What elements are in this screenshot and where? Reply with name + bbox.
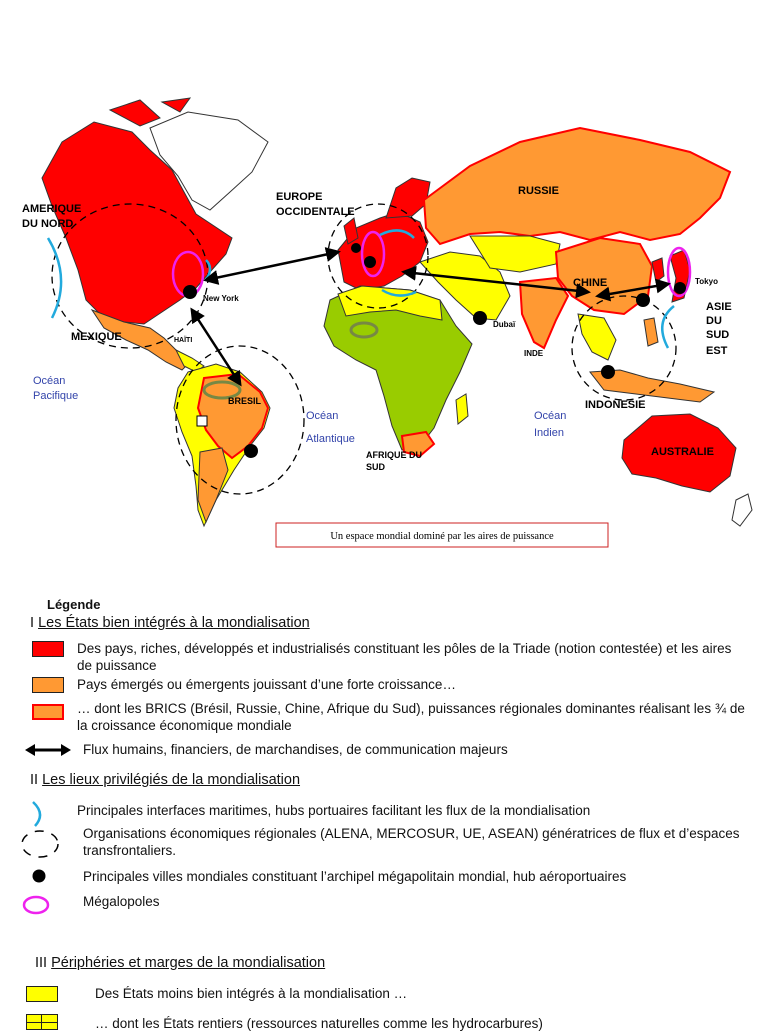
interface-arc-icon [30, 800, 46, 828]
city-paris [364, 256, 376, 268]
legend-title: Légende [47, 597, 101, 612]
label-haiti: HAÏTI [174, 337, 193, 344]
new-zealand-land [732, 494, 752, 526]
legend-interface: Principales interfaces maritimes, hubs portuaires facilitant les flux de la mondialisation [77, 803, 591, 818]
legend-peripherie: Des États moins bien intégrés à la mondialisation … [95, 986, 408, 1001]
label-afrique-sud-1: AFRIQUE DU [366, 450, 422, 460]
legend-villes: Principales villes mondiales constituant l’archipel mégapolitain mondial, hub aéroportuaires [83, 869, 627, 884]
label-ocean-atlantique-1: Océan [306, 410, 339, 422]
label-asie-1: ASIE [706, 301, 732, 313]
city-sao-paulo [244, 444, 258, 458]
legend-megalopoles: Mégalopoles [83, 894, 160, 909]
legend-brics: … dont les BRICS (Brésil, Russie, Chine, Afrique du Sud), puissances régionales dominantes réalisant les ¾ de la croissance économique mondiale [77, 701, 745, 733]
legend-section-1 [30, 615, 310, 631]
legend-flux: Flux humains, financiers, de marchandises, de communication majeurs [83, 742, 508, 757]
section-1-number: I [30, 615, 35, 631]
city-london [351, 243, 361, 253]
city-tokyo [674, 282, 686, 294]
label-afrique-sud-2: SUD [366, 462, 386, 472]
city-marker-square [197, 416, 207, 426]
label-amerique-nord-1: AMERIQUE [22, 203, 82, 215]
city-hong-kong [636, 293, 650, 307]
label-asie-4: EST [706, 345, 728, 357]
legend-organisations: Organisations économiques régionales (ALENA, MERCOSUR, UE, ASEAN) génératrices de flux et d’espaces transfrontaliers. [83, 826, 740, 858]
dashed-circle-icon [20, 828, 60, 860]
label-ocean-indien-2: Indien [534, 427, 564, 439]
scandinavia-land [386, 178, 430, 218]
label-ocean-atlantique-2: Atlantique [306, 433, 355, 445]
madagascar-land [456, 394, 468, 424]
label-indonesie: INDONESIE [585, 399, 646, 411]
section-1-title: Les États bien intégrés à la mondialisation [38, 615, 310, 631]
label-europe-2: OCCIDENTALE [276, 206, 355, 218]
legend-section-3 [35, 955, 325, 971]
megalopolis-ellipse-icon [22, 894, 50, 916]
label-chine: CHINE [573, 277, 608, 289]
double-arrow-icon [25, 742, 71, 758]
section-3-number: III [35, 955, 48, 971]
label-tokyo: Tokyo [695, 277, 718, 286]
label-asie-3: SUD [706, 329, 730, 341]
label-mexique: MEXIQUE [71, 331, 122, 343]
swatch-rentiers [26, 1014, 58, 1030]
legend [0, 560, 768, 1031]
swatch-peripherie [26, 986, 58, 1002]
section-2-number: II [30, 772, 39, 788]
swatch-triade [32, 641, 64, 657]
legend-rentiers: … dont les États rentiers (ressources naturelles comme les hydrocarbures) [95, 1016, 543, 1031]
swatch-emergent [32, 677, 64, 693]
legend-triade: Des pays, riches, développés et industrialisés constituant les pôles de la Triade (notion contestée) et les aires de puissance [77, 641, 732, 673]
city-dot-icon [31, 868, 47, 884]
city-dubai [473, 311, 487, 325]
flux-ny-europe [206, 252, 338, 280]
section-3-title: Périphéries et marges de la mondialisation [51, 955, 326, 971]
philippines-land [644, 318, 658, 346]
label-australie: AUSTRALIE [651, 446, 714, 458]
label-russie: RUSSIE [518, 185, 559, 197]
swatch-brics [32, 704, 64, 720]
map-title: Un espace mondial dominé par les aires de puissance [330, 531, 554, 542]
label-asie-2: DU [706, 315, 722, 327]
korea-land [652, 258, 664, 282]
label-ocean-pacifique-1: Océan [33, 375, 66, 387]
section-2-title: Les lieux privilégiés de la mondialisation [42, 772, 301, 788]
southeast-asia-land [578, 314, 616, 360]
legend-emergent: Pays émergés ou émergents jouissant d’une forte croissance… [77, 677, 456, 692]
label-new-york: New York [203, 294, 239, 303]
label-ocean-pacifique-2: Pacifique [33, 390, 79, 402]
label-dubai: Dubaï [493, 320, 516, 329]
city-singapore [601, 365, 615, 379]
label-inde: INDE [524, 349, 544, 358]
legend-section-2 [30, 772, 300, 788]
city-new-york [183, 285, 197, 299]
russia-land [424, 128, 730, 244]
label-amerique-nord-2: DU NORD [22, 218, 74, 230]
label-bresil: BRESIL [228, 396, 262, 406]
label-ocean-indien-1: Océan [534, 410, 567, 422]
label-europe-1: EUROPE [276, 191, 323, 203]
